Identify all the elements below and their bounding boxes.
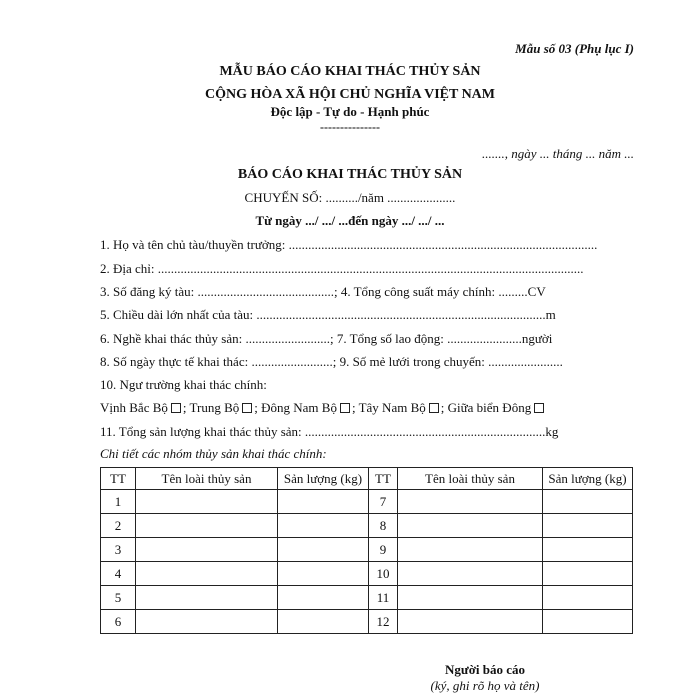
row-number: 8 — [369, 514, 398, 538]
row-number: 6 — [101, 610, 136, 634]
zone-checkbox[interactable] — [340, 403, 350, 413]
field-owner-name: 1. Họ và tên chủ tàu/thuyền trưởng: ............................................................................................... — [100, 237, 598, 252]
row-number: 10 — [369, 562, 398, 586]
fishing-zone-options — [100, 400, 546, 416]
date-line: ......., ngày ... tháng ... năm ... — [481, 146, 634, 161]
zone-checkbox[interactable] — [242, 403, 252, 413]
quantity-cell[interactable] — [278, 562, 369, 586]
quantity-cell[interactable] — [278, 514, 369, 538]
species-cell[interactable] — [398, 538, 543, 562]
quantity-cell[interactable] — [278, 586, 369, 610]
form-number: Mẫu số 03 (Phụ lục I) — [515, 41, 634, 56]
quantity-cell[interactable] — [543, 610, 633, 634]
field-fishing-ground: 10. Ngư trường khai thác chính: — [100, 377, 267, 392]
row-number: 1 — [101, 490, 136, 514]
quantity-cell[interactable] — [543, 586, 633, 610]
row-number: 2 — [101, 514, 136, 538]
table-header-row — [101, 468, 633, 490]
report-title: BÁO CÁO KHAI THÁC THỦY SẢN — [237, 167, 463, 182]
quantity-cell[interactable] — [278, 538, 369, 562]
table-row — [101, 586, 633, 610]
quantity-cell[interactable] — [543, 490, 633, 514]
header-cell: Sản lượng (kg) — [543, 468, 633, 490]
species-cell[interactable] — [398, 514, 543, 538]
row-number: 12 — [369, 610, 398, 634]
table-row — [101, 538, 633, 562]
field-vessel-length: 5. Chiều dài lớn nhất của tàu: .........................................................................................m — [100, 307, 556, 322]
zone-label: ; Giữa biển Đông — [440, 400, 532, 415]
field-fishing-labor: 6. Nghề khai thác thủy sản: ..........................; 7. Tổng số lao động: .......................người — [100, 331, 553, 346]
table-row — [101, 562, 633, 586]
row-number: 4 — [101, 562, 136, 586]
species-cell[interactable] — [398, 610, 543, 634]
motto-separator: --------------- — [320, 120, 380, 134]
quantity-cell[interactable] — [543, 514, 633, 538]
quantity-cell[interactable] — [278, 490, 369, 514]
species-cell[interactable] — [136, 610, 278, 634]
quantity-cell[interactable] — [278, 610, 369, 634]
field-address: 2. Địa chỉ: ................................................................................................................................... — [100, 261, 584, 276]
country-name: CỘNG HÒA XÃ HỘI CHỦ NGHĨA VIỆT NAM — [204, 87, 495, 102]
species-cell[interactable] — [398, 562, 543, 586]
quantity-cell[interactable] — [543, 562, 633, 586]
header-cell: Tên loài thủy sản — [136, 468, 278, 490]
species-cell[interactable] — [398, 490, 543, 514]
zone-checkbox[interactable] — [429, 403, 439, 413]
zone-label: ; Đông Nam Bộ — [254, 400, 337, 415]
row-number: 11 — [369, 586, 398, 610]
header-cell: TT — [369, 468, 398, 490]
header-cell: Tên loài thủy sản — [398, 468, 543, 490]
field-days-hauls: 8. Số ngày thực tế khai thác: .........................; 9. Số mẻ lưới trong chuyến: ....................... — [100, 354, 563, 369]
zone-label: ; Tây Nam Bộ — [351, 400, 426, 415]
header-cell: TT — [101, 468, 136, 490]
species-cell[interactable] — [398, 586, 543, 610]
zone-checkbox[interactable] — [171, 403, 181, 413]
zone-label: Vịnh Bắc Bộ — [100, 400, 168, 415]
form-main-title: MẪU BÁO CÁO KHAI THÁC THỦY SẢN — [219, 64, 481, 79]
row-number: 9 — [369, 538, 398, 562]
signature-role: Người báo cáo — [445, 662, 525, 677]
table-caption: Chi tiết các nhóm thủy sản khai thác chính: — [100, 446, 327, 461]
species-cell[interactable] — [136, 538, 278, 562]
header-cell: Sản lượng (kg) — [278, 468, 369, 490]
field-registration-power: 3. Số đăng ký tàu: ..........................................; 4. Tổng công suất máy chính: .........CV — [100, 284, 546, 299]
catch-table — [100, 467, 633, 634]
trip-number: CHUYẾN SỐ: ........../năm ..................... — [244, 190, 456, 205]
table-row — [101, 514, 633, 538]
table-row — [101, 610, 633, 634]
species-cell[interactable] — [136, 586, 278, 610]
row-number: 5 — [101, 586, 136, 610]
species-cell[interactable] — [136, 562, 278, 586]
national-motto: Độc lập - Tự do - Hạnh phúc — [270, 104, 430, 119]
quantity-cell[interactable] — [543, 538, 633, 562]
signature-note: (ký, ghi rõ họ và tên) — [430, 678, 540, 693]
species-cell[interactable] — [136, 490, 278, 514]
row-number: 7 — [369, 490, 398, 514]
zone-label: ; Trung Bộ — [182, 400, 240, 415]
zone-checkbox[interactable] — [534, 403, 544, 413]
report-period: Từ ngày .../ .../ ...đến ngày .../ .../ ... — [255, 213, 445, 228]
species-cell[interactable] — [136, 514, 278, 538]
field-total-catch: 11. Tổng sản lượng khai thác thủy sản: ..........................................................................kg — [100, 424, 559, 439]
row-number: 3 — [101, 538, 136, 562]
table-row — [101, 490, 633, 514]
